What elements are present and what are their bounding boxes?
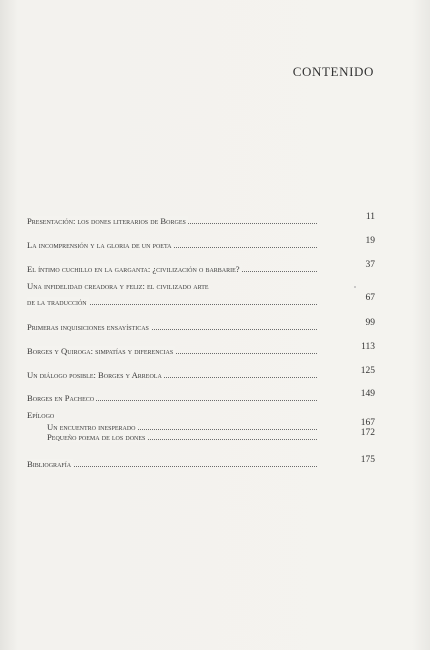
toc-page-number: 167 (360, 418, 375, 428)
toc-entry-label-line1: Una infidelidad creadora y feliz: el civilizado arte (27, 281, 209, 291)
toc-page-number: 125 (360, 366, 375, 376)
paper-speck (354, 286, 356, 288)
toc-entry-label: El íntimo cuchillo en la garganta: ¿civilización o barbarie? (27, 264, 240, 274)
toc-entry-label: Un encuentro inesperado (47, 422, 136, 432)
toc-page-number: 37 (365, 260, 375, 270)
toc-entry-intimo-cuchillo (27, 260, 375, 274)
toc-entry-dialogo-posible (27, 366, 375, 380)
toc-entry-label-line2: de la traducción (27, 297, 87, 307)
toc-entry-label: Pequeño poema de los dones (47, 432, 146, 442)
toc-entry-label: La incomprensión y la gloria de un poeta (27, 240, 172, 250)
toc-page-number: 149 (360, 389, 375, 399)
toc-page-number: 172 (360, 428, 375, 438)
toc-entry-presentacion (27, 212, 375, 226)
toc-entry-infidelidad (27, 281, 375, 307)
toc-entry-label: Borges y Quiroga: simpatías y diferencias (27, 346, 174, 356)
toc-entry-borges-quiroga (27, 342, 375, 356)
toc-page-number: 67 (365, 293, 375, 303)
toc-entry-label: Borges en Pacheco (27, 393, 95, 403)
toc-entry-incomprension (27, 236, 375, 250)
toc-page-number: 19 (365, 236, 375, 246)
toc-section-heading: Epílogo (27, 410, 55, 420)
toc-entry-borges-pacheco (27, 389, 375, 403)
toc-entry-label: Un diálogo posible: Borges y Arreola (27, 370, 162, 380)
toc-entry-primeras-inquisiciones (27, 318, 375, 332)
toc-page-number: 113 (361, 342, 375, 352)
toc-entry-label: Presentación: los dones literarios de Borges (27, 216, 186, 226)
page-title: CONTENIDO (292, 64, 374, 79)
toc-page-number: 99 (365, 318, 375, 328)
toc-page-number: 175 (360, 455, 375, 465)
toc-entry-label: Bibliografía (27, 459, 72, 469)
toc-page-number: 11 (365, 212, 375, 222)
toc-entry-bibliografia (27, 455, 375, 469)
toc-entry-label: Primeras inquisiciones ensayísticas (27, 322, 149, 332)
